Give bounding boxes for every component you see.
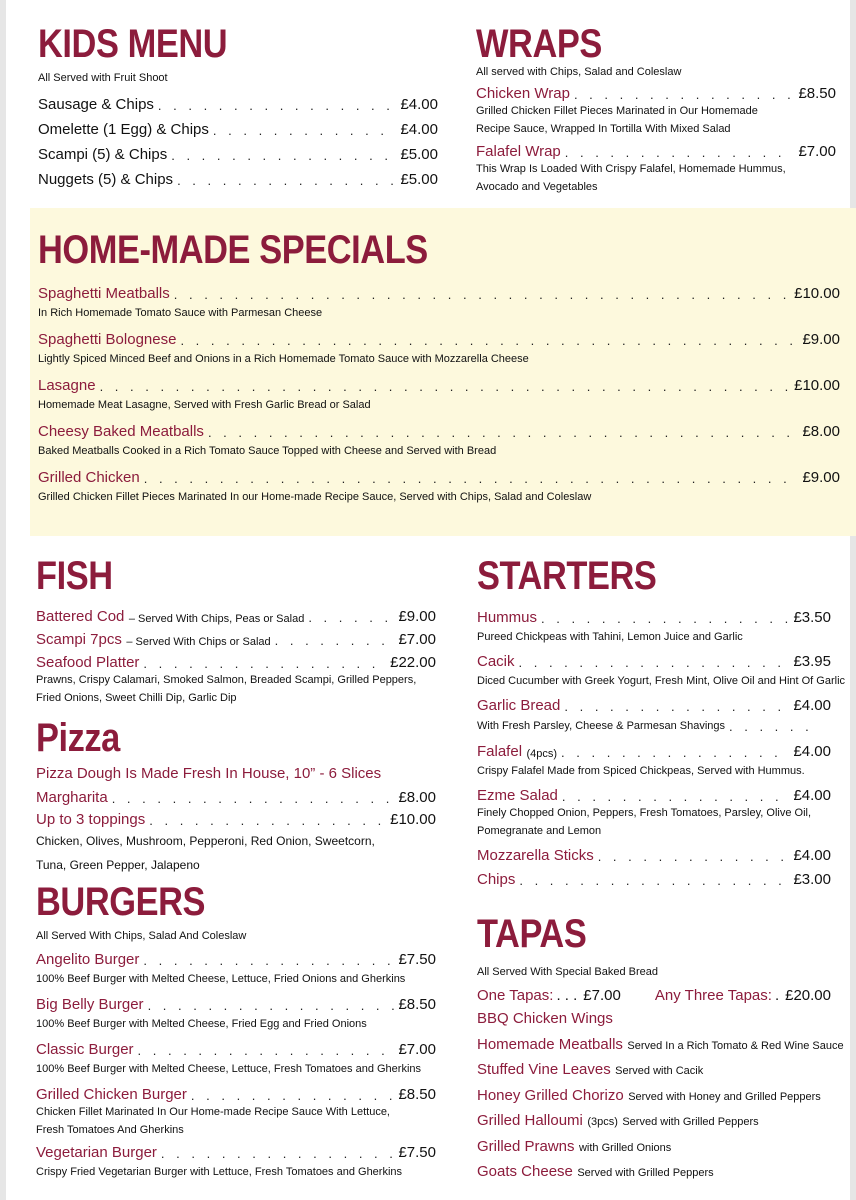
item-name: BBQ Chicken Wings — [477, 1010, 613, 1027]
tapas-item — [477, 1083, 831, 1109]
tapas-item — [477, 1134, 831, 1160]
item-name: Chicken Wrap — [476, 85, 570, 102]
item-name: Falafel Wrap — [476, 143, 561, 160]
item-description: Chicken Fillet Marinated In Our Home-made Recipe Sauce With Lettuce, — [36, 1106, 390, 1118]
kids-menu-section — [38, 22, 438, 188]
item-price: £8.50 — [398, 996, 436, 1013]
item-name: Spaghetti Meatballs — [38, 285, 170, 302]
page-right-edge — [850, 0, 856, 1200]
menu-item — [477, 604, 831, 626]
item-name: Scampi (5) & Chips — [38, 146, 168, 163]
item-name: Omelette (1 Egg) & Chips — [38, 121, 209, 138]
item-price: £3.50 — [793, 609, 831, 626]
menu-item — [36, 784, 436, 806]
item-price: £7.00 — [398, 1041, 436, 1058]
item-name: Grilled Chicken — [38, 469, 140, 486]
item-price: £5.00 — [400, 146, 438, 163]
item-name: Grilled Halloumi — [477, 1112, 583, 1129]
item-portion: (4pcs) — [526, 748, 558, 760]
tapas-pricing — [477, 980, 831, 1004]
tapas-item — [477, 1032, 844, 1058]
dot-leader — [308, 610, 394, 625]
dot-leader — [180, 333, 798, 348]
menu-item — [38, 278, 840, 302]
item-name: Falafel — [477, 743, 523, 760]
dot-leader — [565, 145, 795, 160]
menu-item — [36, 648, 436, 671]
starters-title: STARTERS — [477, 554, 657, 598]
item-detail: Served In a Rich Tomato & Red Wine Sauce — [627, 1039, 844, 1052]
item-price: £22.00 — [390, 654, 436, 671]
menu-item — [38, 370, 840, 394]
item-description: Grilled Chicken Fillet Pieces Marinated in Our Homemade — [476, 105, 758, 117]
item-name: Seafood Platter — [36, 654, 140, 671]
dot-leader — [519, 655, 790, 670]
menu-item — [477, 648, 831, 670]
wraps-section — [476, 22, 836, 196]
dot-leader — [191, 1088, 395, 1103]
item-detail: Served with Cacik — [615, 1065, 704, 1077]
menu-item — [477, 782, 831, 804]
pizza-title: Pizza — [36, 716, 120, 760]
menu-item — [38, 324, 840, 348]
burgers-section — [36, 880, 436, 1184]
item-price: £9.00 — [802, 469, 840, 486]
one-tapas-label: One Tapas: — [477, 987, 554, 1004]
item-name: Up to 3 toppings — [36, 811, 146, 828]
item-price: £5.00 — [400, 171, 438, 188]
menu-item — [476, 80, 836, 102]
specials-title: HOME-MADE SPECIALS — [38, 228, 428, 272]
item-price: £7.50 — [398, 1144, 436, 1161]
tapas-item — [477, 1108, 831, 1134]
item-description: Finely Chopped Onion, Peppers, Fresh Tomatoes, Parsley, Olive Oil, — [477, 807, 812, 819]
burgers-note: All Served With Chips, Salad And Coleslaw — [36, 930, 247, 942]
dot-leader: . — [774, 987, 780, 1004]
item-description: 100% Beef Burger with Melted Cheese, Lettuce, Fresh Tomatoes and Gherkins — [36, 1063, 422, 1075]
item-price: £7.00 — [398, 631, 436, 648]
item-name: Lasagne — [38, 377, 96, 394]
item-name: Scampi 7pcs — [36, 631, 122, 648]
menu-item — [36, 946, 436, 968]
tapas-item — [477, 1006, 831, 1032]
tapas-item — [477, 1159, 831, 1185]
dot-leader — [177, 173, 396, 188]
menu-item — [36, 806, 436, 828]
menu-item — [477, 738, 831, 760]
item-description: Avocado and Vegetables — [476, 181, 598, 193]
kids-menu-title: KIDS MENU — [38, 22, 228, 66]
three-tapas-label: Any Three Tapas: — [654, 987, 772, 1004]
item-name: Margharita — [36, 789, 108, 806]
dot-leader — [143, 953, 394, 968]
menu-item — [38, 416, 840, 440]
item-name: Mozzarella Sticks — [477, 847, 594, 864]
menu-item — [38, 163, 438, 188]
dot-leader — [161, 1146, 395, 1161]
item-description: Pureed Chickpeas with Tahini, Lemon Juice and Garlic — [477, 631, 743, 643]
item-description: Fresh Tomatoes And Gherkins — [36, 1124, 184, 1136]
dot-leader — [598, 849, 790, 864]
item-name: Vegetarian Burger — [36, 1144, 157, 1161]
menu-item — [476, 138, 836, 160]
item-price: £7.50 — [398, 951, 436, 968]
dot-leader: . . . — [556, 987, 578, 1004]
item-portion: (3pcs) — [587, 1116, 618, 1128]
one-tapas-price: £7.00 — [583, 987, 621, 1004]
item-name: Cacik — [477, 653, 515, 670]
item-description: 100% Beef Burger with Melted Cheese, Fried Egg and Fried Onions — [36, 1018, 367, 1030]
item-description: Lightly Spiced Minced Beef and Onions in a Rich Homemade Tomato Sauce with Mozzarella Cheese — [38, 353, 529, 365]
item-name: Grilled Prawns — [477, 1137, 575, 1155]
item-price: £9.00 — [802, 331, 840, 348]
item-description: Crispy Falafel Made from Spiced Chickpeas, Served with Hummus. — [477, 765, 805, 777]
item-price: £4.00 — [793, 743, 831, 760]
page-left-edge — [0, 0, 6, 1200]
item-price: £4.00 — [793, 787, 831, 804]
item-price: £9.00 — [398, 608, 436, 625]
item-description: Fried Onions, Sweet Chilli Dip, Garlic Dip — [36, 692, 237, 704]
dot-leader — [562, 789, 790, 804]
item-name: Hummus — [477, 609, 538, 626]
dot-leader — [729, 719, 819, 734]
menu-item — [477, 692, 831, 714]
dot-leader — [149, 813, 386, 828]
specials-section — [38, 228, 840, 508]
item-name: Battered Cod — [36, 608, 125, 625]
item-detail: Served with Grilled Peppers — [622, 1116, 759, 1128]
pizza-toppings: Tuna, Green Pepper, Jalapeno — [36, 858, 200, 872]
fish-title: FISH — [36, 554, 113, 598]
item-description: 100% Beef Burger with Melted Cheese, Lettuce, Fried Onions and Gherkins — [36, 973, 406, 985]
item-price: £4.00 — [793, 697, 831, 714]
tapas-item — [477, 1057, 831, 1083]
item-price: £8.50 — [398, 1086, 436, 1103]
item-description: This Wrap Is Loaded With Crispy Falafel, Homemade Hummus, — [476, 163, 786, 175]
item-serving: – Served With Chips or Salad — [126, 636, 271, 648]
item-name: Goats Cheese — [477, 1163, 573, 1180]
item-description: Baked Meatballs Cooked in a Rich Tomato Sauce Topped with Cheese and Served with Bread — [38, 445, 497, 457]
item-name: Big Belly Burger — [36, 996, 144, 1013]
menu-item — [36, 1036, 436, 1058]
item-name: Chips — [477, 871, 516, 888]
item-name: Ezme Salad — [477, 787, 558, 804]
item-name: Spaghetti Bolognese — [38, 331, 177, 348]
item-serving: – Served With Chips, Peas or Salad — [128, 613, 305, 625]
item-description: Pomegranate and Lemon — [477, 825, 602, 837]
item-description: Grilled Chicken Fillet Pieces Marinated In our Home-made Recipe Sauce, Served with Chips, Salad and Coleslaw — [38, 491, 592, 503]
item-price: £8.00 — [802, 423, 840, 440]
item-detail: with Grilled Onions — [578, 1141, 672, 1154]
dot-leader — [519, 873, 789, 888]
wraps-title: WRAPS — [476, 22, 602, 66]
dot-leader — [564, 699, 789, 714]
dot-leader — [171, 148, 396, 163]
item-name: Stuffed Vine Leaves — [477, 1061, 611, 1078]
item-description: Homemade Meat Lasagne, Served with Fresh Garlic Bread or Salad — [38, 399, 371, 411]
item-price: £10.00 — [390, 811, 436, 828]
item-price: £4.00 — [400, 96, 438, 113]
menu-item — [36, 1081, 436, 1103]
menu-item — [38, 88, 438, 113]
item-description: Prawns, Crispy Calamari, Smoked Salmon, Breaded Scampi, Grilled Peppers, — [36, 674, 417, 686]
kids-menu-note: All Served with Fruit Shoot — [38, 72, 168, 84]
item-price: £7.00 — [798, 143, 836, 160]
menu-item — [36, 625, 436, 648]
item-description: With Fresh Parsley, Cheese & Parmesan Shavings — [477, 720, 726, 732]
dot-leader — [138, 1043, 395, 1058]
item-price: £10.00 — [794, 377, 840, 394]
starters-section — [477, 554, 846, 888]
dot-leader — [275, 633, 395, 648]
item-price: £8.50 — [798, 85, 836, 102]
menu-item — [477, 840, 831, 864]
item-price: £3.00 — [793, 871, 831, 888]
menu-item — [38, 113, 438, 138]
dot-leader — [208, 425, 799, 440]
item-detail: Served with Honey and Grilled Peppers — [628, 1090, 821, 1103]
dot-leader — [148, 998, 395, 1013]
menu-item — [38, 462, 840, 486]
dot-leader — [561, 745, 789, 760]
wraps-note: All served with Chips, Salad and Coleslaw — [476, 66, 682, 78]
item-detail: Served with Grilled Peppers — [577, 1167, 714, 1179]
item-price: £4.00 — [400, 121, 438, 138]
item-price: £4.00 — [793, 847, 831, 864]
dot-leader — [143, 656, 386, 671]
item-name: Grilled Chicken Burger — [36, 1086, 187, 1103]
burgers-title: BURGERS — [36, 880, 206, 924]
dot-leader — [100, 379, 791, 394]
menu-item — [477, 864, 831, 888]
item-description: Diced Cucumber with Greek Yogurt, Fresh Mint, Olive Oil and Hint Of Garlic — [477, 675, 846, 687]
pizza-subtitle: Pizza Dough Is Made Fresh In House, 10” - 6 Slices — [36, 765, 382, 782]
pizza-toppings: Chicken, Olives, Mushroom, Pepperoni, Red Onion, Sweetcorn, — [36, 834, 375, 848]
item-description: Crispy Fried Vegetarian Burger with Lettuce, Fresh Tomatoes and Gherkins — [36, 1166, 403, 1178]
menu-item — [36, 991, 436, 1013]
menu-item — [38, 138, 438, 163]
dot-leader — [213, 123, 397, 138]
item-name: Classic Burger — [36, 1041, 134, 1058]
item-description: Recipe Sauce, Wrapped In Tortilla With Mixed Salad — [476, 123, 731, 135]
item-price: £3.95 — [793, 653, 831, 670]
three-tapas-price: £20.00 — [785, 987, 831, 1004]
item-name: Homemade Meatballs — [477, 1035, 623, 1053]
item-name: Sausage & Chips — [38, 96, 154, 113]
dot-leader — [541, 611, 789, 626]
tapas-title: TAPAS — [477, 912, 587, 956]
item-description: In Rich Homemade Tomato Sauce with Parmesan Cheese — [38, 307, 323, 319]
item-name: Cheesy Baked Meatballs — [38, 423, 204, 440]
menu-item — [36, 602, 436, 625]
item-description-row — [477, 714, 831, 738]
fish-section — [36, 554, 436, 707]
dot-leader — [174, 287, 790, 302]
dot-leader — [574, 87, 795, 102]
item-name: Nuggets (5) & Chips — [38, 171, 174, 188]
dot-leader — [158, 98, 397, 113]
menu-item — [36, 1139, 436, 1161]
item-price: £10.00 — [794, 285, 840, 302]
dot-leader — [112, 791, 395, 806]
item-name: Angelito Burger — [36, 951, 140, 968]
item-name: Honey Grilled Chorizo — [477, 1086, 624, 1104]
tapas-note: All Served With Special Baked Bread — [477, 966, 658, 978]
dot-leader — [144, 471, 799, 486]
pizza-section — [36, 716, 436, 876]
tapas-section — [477, 912, 844, 1185]
item-price: £8.00 — [398, 789, 436, 806]
item-name: Garlic Bread — [477, 697, 561, 714]
